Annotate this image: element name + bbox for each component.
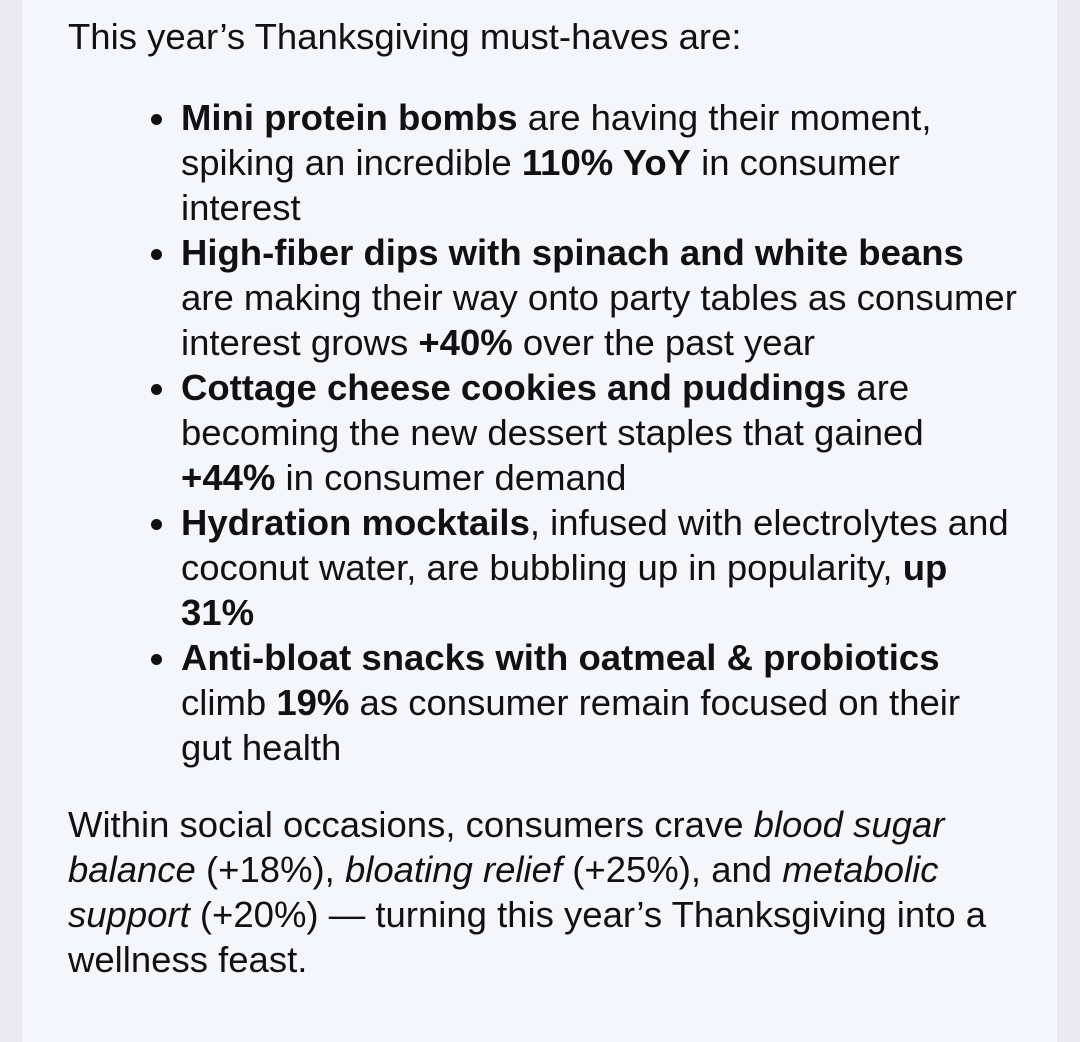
bullet-icon bbox=[151, 249, 162, 260]
bullet-icon bbox=[151, 654, 162, 665]
item-text: as consumer remain focused on their gut health bbox=[181, 682, 961, 768]
outro-text: (+18%), bbox=[195, 849, 345, 890]
item-title: High-fiber dips with spinach and white beans bbox=[181, 232, 964, 273]
outro-emphasis: metabolic support bbox=[68, 849, 939, 935]
item-text: are making their way onto party tables as consumer interest grows bbox=[181, 277, 1017, 363]
bullet-icon bbox=[151, 384, 162, 395]
bullet-icon bbox=[151, 519, 162, 530]
item-title: Hydration mocktails bbox=[181, 502, 530, 543]
item-title: Cottage cheese cookies and puddings bbox=[181, 367, 847, 408]
item-text: over the past year bbox=[512, 322, 816, 363]
intro-text: This year’s Thanksgiving must-haves are: bbox=[68, 16, 742, 57]
article-page bbox=[22, 0, 1057, 1042]
item-stat: 110% YoY bbox=[521, 142, 691, 183]
outro-text: Within social occasions, consumers crave bbox=[68, 804, 754, 845]
list-item bbox=[181, 365, 1017, 500]
item-text: , infused with electrolytes and coconut water, are bubbling up in popularity, bbox=[181, 502, 1009, 588]
item-stat: up 31% bbox=[181, 547, 948, 633]
closing-paragraph bbox=[68, 802, 1017, 982]
outro-text: (+20%) — turning this year’s Thanksgiving into a wellness feast. bbox=[68, 894, 987, 980]
item-text: in consumer interest bbox=[181, 142, 900, 228]
item-title: Mini protein bombs bbox=[181, 97, 518, 138]
item-text: in consumer demand bbox=[275, 457, 627, 498]
item-stat: 19% bbox=[276, 682, 350, 723]
outro-text: (+25%), and bbox=[562, 849, 783, 890]
outro-emphasis: bloating relief bbox=[344, 849, 563, 890]
list-item bbox=[181, 95, 1017, 230]
item-title: Anti-bloat snacks with oatmeal & probiotics bbox=[181, 637, 940, 678]
outro-emphasis: blood sugar balance bbox=[68, 804, 945, 890]
item-stat: +44% bbox=[181, 457, 276, 498]
trend-list bbox=[68, 95, 1017, 770]
item-text: are becoming the new dessert staples that gained bbox=[181, 367, 924, 453]
list-item bbox=[181, 230, 1017, 365]
item-text: climb bbox=[181, 682, 277, 723]
list-item bbox=[181, 500, 1017, 635]
item-text: are having their moment, spiking an incredible bbox=[181, 97, 932, 183]
item-stat: +40% bbox=[418, 322, 513, 363]
list-item bbox=[181, 635, 1017, 770]
bullet-icon bbox=[151, 114, 162, 125]
